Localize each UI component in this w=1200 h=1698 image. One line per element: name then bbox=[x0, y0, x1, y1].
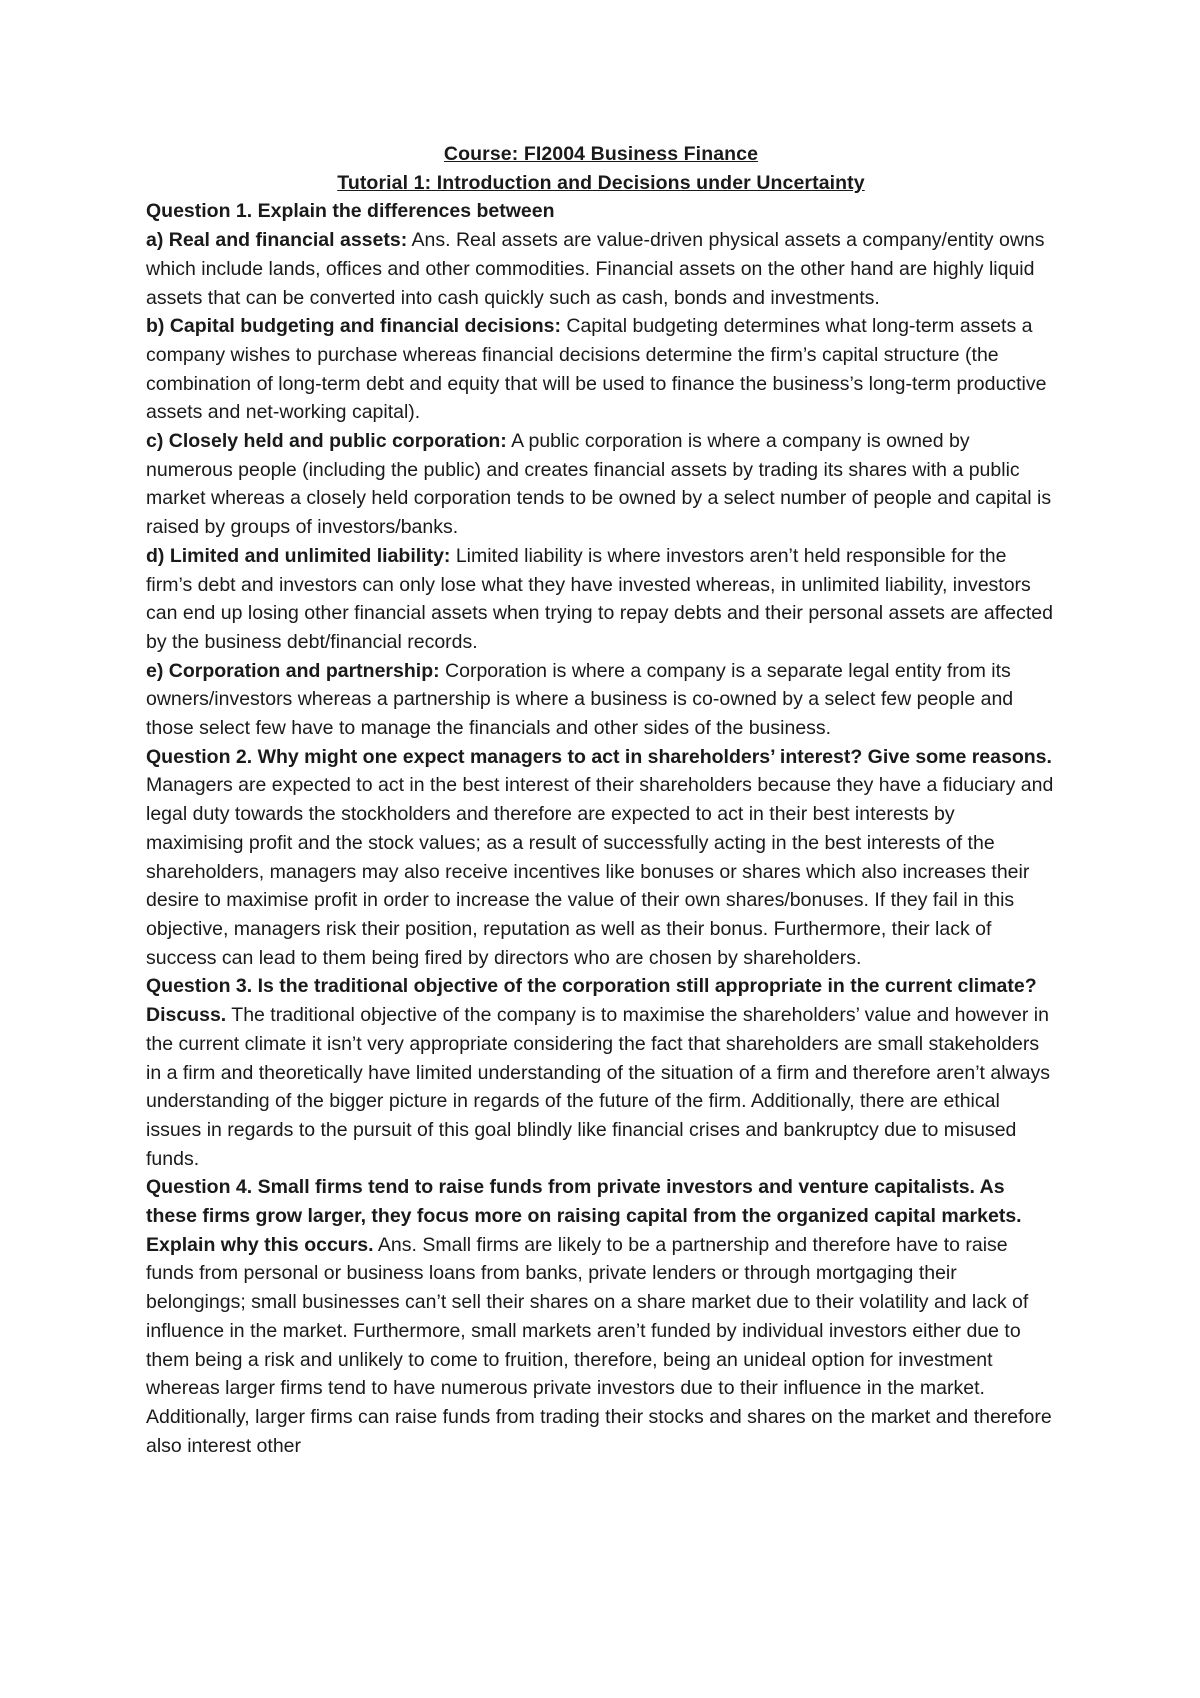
answer-1e-lead: e) Corporation and partnership: bbox=[146, 659, 440, 682]
question-2-heading: Question 2. Why might one expect managers to act in shareholders’ interest? Give some reasons. bbox=[146, 745, 1052, 768]
question-1-text: Question 1. Explain the differences between bbox=[146, 200, 555, 223]
question-3 bbox=[146, 972, 1056, 1173]
answer-1d bbox=[146, 542, 1056, 657]
answer-1b-body: Capital budgeting determines what long-term assets a company wishes to purchase whereas financial decisions determine the firm’s capital structure (the combination of long-term debt and equity that will be used to finance the business’s long-term productive assets and net-working capital). bbox=[146, 315, 1047, 424]
course-title: Course: FI2004 Business Finance bbox=[443, 143, 759, 165]
answer-2-body: Managers are expected to act in the best interest of their shareholders because they have a fiduciary and legal duty towards the stockholders and therefore are expected to act in their best interests by maximising profit and the stock values; as a result of successfully acting in the best interests of the shareholders, managers may also receive incentives like bonuses or shares which also increases their desire to maximise profit in order to increase the value of their own shares/bonuses. If they fail in this objective, managers risk their position, reputation as well as their bonus. Furthermore, their lack of success can lead to them being fired by directors who are chosen by shareholders. bbox=[146, 774, 1054, 969]
answer-1b-lead: b) Capital budgeting and financial decisions: bbox=[146, 315, 561, 338]
question-4-heading: Question 4. Small firms tend to raise funds from private investors and venture capitalists. As these firms grow larger, they focus more on raising capital from the organized capital markets. Explain why this occurs. bbox=[146, 1176, 1022, 1256]
tutorial-title: Tutorial 1: Introduction and Decisions under Uncertainty bbox=[337, 171, 865, 194]
answer-1c-lead: c) Closely held and public corporation: bbox=[146, 430, 507, 453]
document-page bbox=[146, 140, 1056, 1460]
answer-1c-body: A public corporation is where a company is owned by numerous people (including the public) and creates financial assets by trading its shares with a public market whereas a closely held corporation tends to be owned by a select number of people and capital is raised by groups of investors/banks. bbox=[146, 430, 1052, 539]
answer-1e-body: Corporation is where a company is a separate legal entity from its owners/investors whereas a partnership is where a business is co-owned by a select few people and those select few have to manage the financials and other sides of the business. bbox=[146, 659, 1014, 740]
question-2 bbox=[146, 743, 1056, 973]
answer-4-body: Ans. Small firms are likely to be a partnership and therefore have to raise funds from personal or business loans from banks, private lenders or through mortgaging their belongings; small businesses can’t sell their shares on a share market due to their volatility and lack of influence in the market. Furthermore, small markets aren’t funded by individual investors either due to them being a risk and unlikely to come to fruition, therefore, being an unideal option for investment whereas larger firms tend to have numerous private investors due to their influence in the market. Additionally, larger firms can raise funds from trading their stocks and shares on the market and therefore also interest other bbox=[146, 1233, 1052, 1457]
answer-1e bbox=[146, 657, 1056, 743]
answer-1a-body: Ans. Real assets are value-driven physical assets a company/entity owns which include lands, offices and other commodities. Financial assets on the other hand are highly liquid assets that can be converted into cash quickly such as cash, bonds and investments. bbox=[146, 229, 1045, 309]
question-4 bbox=[146, 1173, 1056, 1460]
answer-1d-body: Limited liability is where investors aren’t held responsible for the firm’s debt and investors can only lose what they have invested whereas, in unlimited liability, investors can end up losing other financial assets when trying to repay debts and their personal assets are affected by the business debt/financial records. bbox=[146, 544, 1053, 653]
answer-1d-lead: d) Limited and unlimited liability: bbox=[146, 544, 451, 567]
question-1-heading bbox=[146, 197, 1056, 226]
answer-3-body: The traditional objective of the company is to maximise the shareholders’ value and however in the current climate it isn’t very appropriate considering the fact that shareholders are small stakeholders in a firm and theoretically have limited understanding of the situation of a firm and therefore aren’t always understanding of the bigger picture in regards of the future of the firm. Additionally, there are ethical issues in regards to the pursuit of this goal blindly like financial crises and bankruptcy due to misused funds. bbox=[146, 1004, 1050, 1170]
question-3-heading: Question 3. Is the traditional objective of the corporation still appropriate in the current climate? Discuss. bbox=[146, 975, 1037, 1027]
answer-1b bbox=[146, 312, 1056, 427]
answer-1a-lead: a) Real and financial assets: bbox=[146, 229, 408, 252]
answer-1c bbox=[146, 427, 1056, 542]
answer-1a bbox=[146, 226, 1056, 312]
